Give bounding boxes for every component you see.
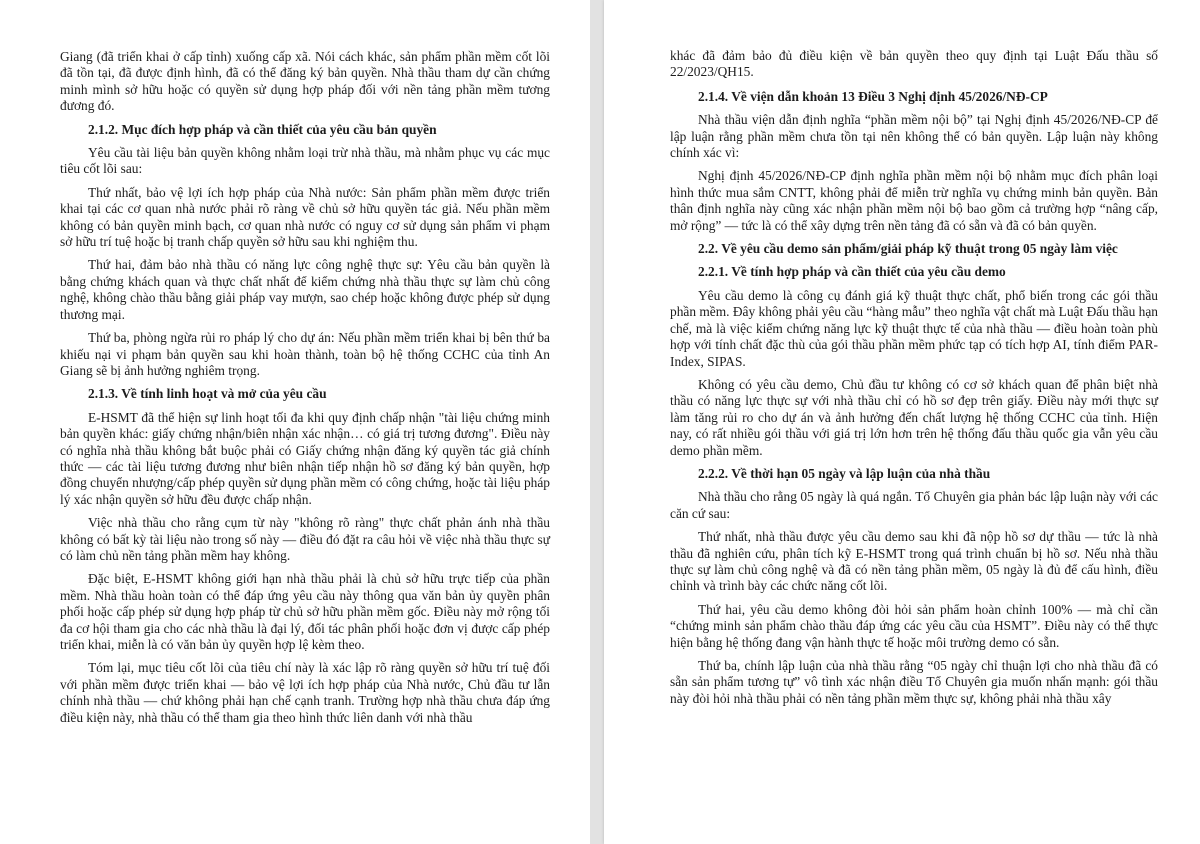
right-page-heading: 2.2. Về yêu cầu demo sản phẩm/giải pháp kỹ thuật trong 05 ngày làm việc (698, 241, 1118, 257)
left-page-paragraph: Việc nhà thầu cho rằng cụm từ này "không rõ ràng" thực chất phản ánh nhà thầu không có bất kỳ tài liệu nào trong số này — điều đó đặt ra câu hỏi về việc nhà thầu thực sự có làm chủ nền tảng phần mềm hay không. (60, 515, 550, 563)
left-page-heading: 2.1.2. Mục đích hợp pháp và cần thiết của yêu cầu bản quyền (88, 121, 437, 137)
right-page-paragraph: khác đã đảm bảo đủ điều kiện về bản quyền theo quy định tại Luật Đấu thầu số 22/2023/QH15. (670, 48, 1158, 80)
right-page-paragraph: Thứ nhất, nhà thầu được yêu cầu demo sau khi đã nộp hồ sơ dự thầu — tức là nhà thầu đã nghiên cứu, phân tích kỹ E-HSMT trong quá trình chuẩn bị hồ sơ. Nếu nhà thầu thực sự làm chủ công nghệ và đã có nền tảng phần mềm, 05 ngày là đủ để cấu hình, điều chỉnh và trình bày các chức năng cốt lõi. (670, 529, 1158, 594)
right-page-paragraph: Yêu cầu demo là công cụ đánh giá kỹ thuật thực chất, phổ biến trong các gói thầu phần mềm. Đây không phải yêu cầu “hàng mẫu” theo nghĩa vật chất mà Luật Đấu thầu hạn chế, mà là việc kiểm chứng năng lực kỹ thuật thực tế của nhà thầu — điều hoàn toàn phù hợp với tính chất đặc thù của gói thầu phần mềm phức tạp có tích hợp AI, tính điểm PAR-Index, SIPAS. (670, 287, 1158, 369)
left-page-paragraph: Tóm lại, mục tiêu cốt lõi của tiêu chí này là xác lập rõ ràng quyền sở hữu trí tuệ đối với phần mềm được triển khai — bảo vệ lợi ích hợp pháp của Nhà nước, Chủ đầu tư lẫn chính nhà thầu — chứ không phải hạn chế cạnh tranh. Trường hợp nhà thầu chưa đáp ứng điều kiện này, nhà thầu có thể tham gia theo hình thức liên danh với nhà thầu (60, 660, 550, 725)
left-page-paragraph: Đặc biệt, E-HSMT không giới hạn nhà thầu phải là chủ sở hữu trực tiếp của phần mềm. Nhà thầu hoàn toàn có thể đáp ứng yêu cầu này thông qua văn bản ủy quyền phân phối hoặc cấp phép sử dụng hợp pháp từ chủ sở hữu phần mềm gốc. Điều này mở rộng tối đa cơ hội tham gia cho các nhà thầu là đại lý, đối tác phân phối hoặc đơn vị được cấp phép triển khai, miễn là có văn bản ủy quyền hợp lệ kèm theo. (60, 571, 550, 652)
right-page-paragraph: Nhà thầu viện dẫn định nghĩa “phần mềm nội bộ” tại Nghị định 45/2026/NĐ-CP để lập luận rằng phần mềm chưa tồn tại nên không thể có bản quyền. Lập luận này không chính xác vì: (670, 112, 1158, 161)
right-page-paragraph: Nghị định 45/2026/NĐ-CP định nghĩa phần mềm nội bộ nhằm mục đích phân loại hình thức mua sắm CNTT, không phải để miễn trừ nghĩa vụ chứng minh bản quyền. Bản thân định nghĩa này cũng xác nhận phần mềm nội bộ bao gồm cả trường hợp “nâng cấp, mở rộng” — tức là có thể xây dựng trên nền tảng đã có sẵn và đã có bản quyền. (670, 168, 1158, 233)
document-page-left (0, 0, 590, 844)
left-page-paragraph: Thứ nhất, bảo vệ lợi ích hợp pháp của Nhà nước: Sản phẩm phần mềm được triển khai tại các cơ quan nhà nước phải rõ ràng về chủ sở hữu quyền tác giả. Nếu phần mềm không có bản quyền minh bạch, cơ quan nhà nước có nguy cơ sử dụng sản phẩm vi phạm sở hữu trí tuệ hoặc bị tranh chấp quyền sở hữu sau khi nghiệm thu. (60, 184, 550, 250)
left-page-paragraph: Yêu cầu tài liệu bản quyền không nhằm loại trừ nhà thầu, mà nhằm phục vụ các mục tiêu cốt lõi sau: (60, 145, 550, 177)
right-page-heading: 2.2.1. Về tính hợp pháp và cần thiết của yêu cầu demo (698, 264, 1006, 280)
document-page-right (604, 0, 1200, 844)
page-gutter (590, 0, 604, 844)
left-page-paragraph: Thứ hai, đảm bảo nhà thầu có năng lực công nghệ thực sự: Yêu cầu bản quyền là bằng chứng khách quan và thực chất nhất để kiểm chứng nhà thầu thực sự làm chủ công nghệ, không chào thầu bằng giải pháp vay mượn, sao chép hoặc không được phép sử dụng thương mại. (60, 257, 550, 322)
right-page-heading: 2.1.4. Về viện dẫn khoản 13 Điều 3 Nghị định 45/2026/NĐ-CP (698, 88, 1048, 104)
right-page-paragraph: Nhà thầu cho rằng 05 ngày là quá ngắn. Tổ Chuyên gia phản bác lập luận này với các căn cứ sau: (670, 489, 1158, 521)
left-page-paragraph: E-HSMT đã thể hiện sự linh hoạt tối đa khi quy định chấp nhận "tài liệu chứng minh bản quyền khác: giấy chứng nhận/biên nhận xác nhận… có giá trị tương đương". Điều này có nghĩa nhà thầu không bắt buộc phải có Giấy chứng nhận đăng ký quyền tác giả chính thức — các tài liệu tương đương như biên nhận tiếp nhận hồ sơ đăng ký bản quyền, hợp đồng chuyển nhượng/cấp phép quyền sử dụng phần mềm có công chứng, hoặc tài liệu pháp lý xác nhận quyền sở hữu đều được chấp nhận. (60, 409, 550, 507)
right-page-paragraph: Thứ ba, chính lập luận của nhà thầu rằng “05 ngày chỉ thuận lợi cho nhà thầu đã có sẵn sản phẩm tương tự” vô tình xác nhận điều Tổ Chuyên gia muốn nhấn mạnh: gói thầu này đòi hỏi nhà thầu phải có nền tảng phần mềm thực sự, không phải nhà thầu xây (670, 658, 1158, 706)
right-page-paragraph: Không có yêu cầu demo, Chủ đầu tư không có cơ sở khách quan để phân biệt nhà thầu có năng lực thực sự với nhà thầu chỉ có hồ sơ đẹp trên giấy. Điều này mới thực sự làm tăng rủi ro cho dự án và ảnh hưởng đến chất lượng hệ thống CCHC của tỉnh. Hiện nay, có rất nhiều gói thầu với giá trị lớn hơn trên hệ thống đấu thầu quốc gia vẫn yêu cầu demo phần mềm. (670, 376, 1158, 458)
left-page-paragraph: Giang (đã triển khai ở cấp tỉnh) xuống cấp xã. Nói cách khác, sản phẩm phần mềm cốt lõi đã tồn tại, đã được định hình, đã có thể đăng ký bản quyền. Nhà thầu tham dự cần chứng minh mình sở hữu hoặc có quyền sử dụng hợp pháp đối với nền tảng phần mềm tương đương đó. (60, 49, 550, 114)
left-page-paragraph: Thứ ba, phòng ngừa rủi ro pháp lý cho dự án: Nếu phần mềm triển khai bị bên thứ ba khiếu nại vi phạm bản quyền sau khi hoàn thành, toàn bộ hệ thống CCHC của tỉnh An Giang sẽ bị ảnh hưởng nghiêm trọng. (60, 330, 550, 378)
right-page-heading: 2.2.2. Về thời hạn 05 ngày và lập luận của nhà thầu (698, 465, 991, 481)
left-page-heading: 2.1.3. Về tính linh hoạt và mở của yêu cầu (88, 386, 327, 402)
right-page-paragraph: Thứ hai, yêu cầu demo không đòi hỏi sản phẩm hoàn chỉnh 100% — mà chỉ cần “chứng minh sản phẩm chào thầu đáp ứng các yêu cầu của HSMT”. Điều này có thể thực hiện bằng hệ thống đang vận hành thực tế hoặc môi trường demo có sẵn. (670, 601, 1158, 650)
